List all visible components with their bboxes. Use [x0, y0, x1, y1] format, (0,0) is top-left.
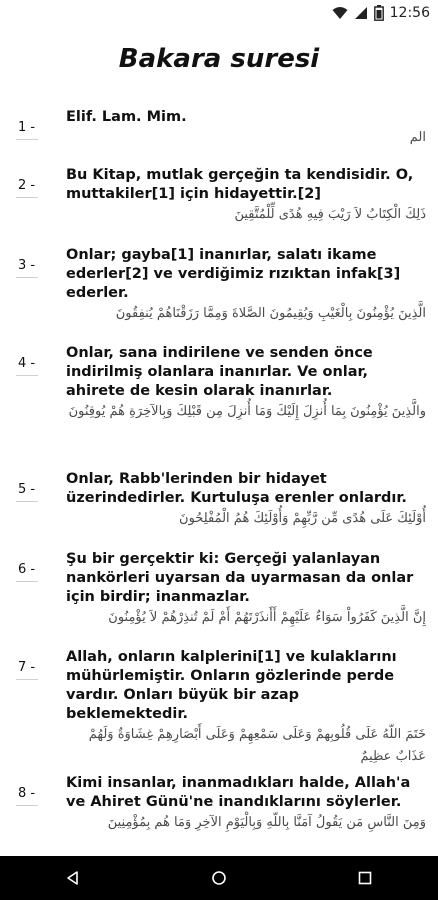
status-bar: [0, 0, 438, 26]
verse-number-underline: [16, 197, 38, 198]
verse-item[interactable]: [0, 648, 438, 768]
verse-translation: Onlar, Rabb'lerinden bir hidayet üzerindedirler. Kurtuluşa erenler onlardır.: [66, 471, 407, 506]
verse-number: 3 -: [18, 258, 36, 273]
verse-item[interactable]: [0, 166, 438, 226]
verse-number: 6 -: [18, 562, 36, 577]
verse-translation: Bu Kitap, mutlak gerçeğin ta kendisidir. O, muttakiler[1] için hidayettir.[2]: [66, 167, 414, 202]
verse-item[interactable]: [0, 774, 438, 834]
navigation-bar: [0, 856, 438, 900]
verse-translation: Kimi insanlar, inanmadıkları halde, Allah'a ve Ahiret Günü'ne inandıklarını söylerler.: [66, 775, 411, 810]
battery-icon: [374, 5, 384, 21]
verse-number-underline: [16, 581, 38, 582]
verse-arabic: الم: [409, 130, 426, 145]
status-icons: [332, 4, 430, 22]
verse-arabic: والَّذِينَ يُؤْمِنُونَ بِمَا أُنزِلَ إِلَيْكَ وَمَا أُنزِلَ مِن قَبْلِكَ وَبِالآخِرَةِ هُمْ يُوقِنُونَ: [68, 404, 426, 419]
verse-item[interactable]: [0, 246, 438, 325]
verse-arabic: خَتَمَ اللّهُ عَلَى قُلُوبِهمْ وَعَلَى سَمْعِهِمْ وَعَلَى أَبْصَارِهِمْ غِشَاوَةٌ وَلَهُمْ عَذَابٌ عظِيمٌ: [88, 727, 426, 764]
verse-arabic: ذَلِكَ الْكِتَابُ لاَ رَيْبَ فِيهِ هُدًى لِّلْمُتَّقِينَ: [234, 207, 426, 222]
signal-icon: [354, 6, 368, 20]
back-icon: [65, 870, 81, 886]
page-title: Bakara suresi: [118, 44, 320, 74]
verse-number-underline: [16, 277, 38, 278]
verse-arabic: الَّذِينَ يُؤْمِنُونَ بِالْغَيْبِ وَيُقِيمُونَ الصَّلاةَ وَمِمَّا رَزَقْنَاهُمْ يُنفِقُونَ: [115, 306, 426, 321]
status-time: 12:56: [389, 5, 430, 21]
verse-number: 2 -: [18, 178, 36, 193]
recents-button[interactable]: [335, 856, 395, 900]
verse-translation: Allah, onların kalplerini[1] ve kulaklarını mühürlemiştir. Onların gözlerinde perde vardır. Onları büyük bir azap beklemektedir.: [66, 649, 397, 722]
verse-number: 4 -: [18, 356, 36, 371]
recents-icon: [358, 871, 372, 885]
verse-item[interactable]: [0, 344, 438, 423]
verse-item[interactable]: [0, 108, 438, 149]
verse-translation: Elif. Lam. Mim.: [66, 109, 187, 125]
verse-number: 5 -: [18, 482, 36, 497]
verse-arabic: وَمِنَ النَّاسِ مَن يَقُولُ آمَنَّا بِاللّهِ وَبِالْيَوْمِ الآخِرِ وَمَا هُم بِمُؤْمِنِينَ: [107, 815, 426, 830]
verse-number-underline: [16, 139, 38, 140]
verse-number-underline: [16, 375, 38, 376]
verse-number-underline: [16, 679, 38, 680]
verse-number: 1 -: [18, 120, 36, 135]
verse-arabic: إِنَّ الَّذِينَ كَفَرُواْ سَوَاءٌ عَلَيْهِمْ أَأَنذَرْتَهُمْ أَمْ لَمْ تُنذِرْهُمْ لاَ يُؤْمِنُونَ: [108, 610, 426, 625]
verse-item[interactable]: [0, 550, 438, 629]
back-button[interactable]: [43, 856, 103, 900]
verse-number-underline: [16, 805, 38, 806]
home-icon: [211, 870, 227, 886]
verse-list[interactable]: [0, 108, 438, 856]
verse-translation: Onlar; gayba[1] inanırlar, salatı ikame ederler[2] ve verdiğimiz rızıktan infak[3] ederler.: [66, 247, 401, 301]
wifi-icon: [332, 6, 348, 20]
verse-number: 7 -: [18, 660, 36, 675]
verse-translation: Onlar, sana indirilene ve senden önce indirilmiş olanlara inanırlar. Ve onlar, ahirete de kesin olarak inanırlar.: [66, 345, 373, 399]
home-button[interactable]: [189, 856, 249, 900]
verse-translation: Şu bir gerçektir ki: Gerçeği yalanlayan nankörleri uyarsan da uyarmasan da onlar için birdir; inanmazlar.: [66, 551, 414, 605]
verse-number-underline: [16, 501, 38, 502]
verse-arabic: أُوْلَئِكَ عَلَى هُدًى مِّن رَّبِّهِمْ وَأُوْلَئِكَ هُمُ الْمُفْلِحُونَ: [179, 511, 426, 526]
verse-item[interactable]: [0, 470, 438, 530]
verse-number: 8 -: [18, 786, 36, 801]
